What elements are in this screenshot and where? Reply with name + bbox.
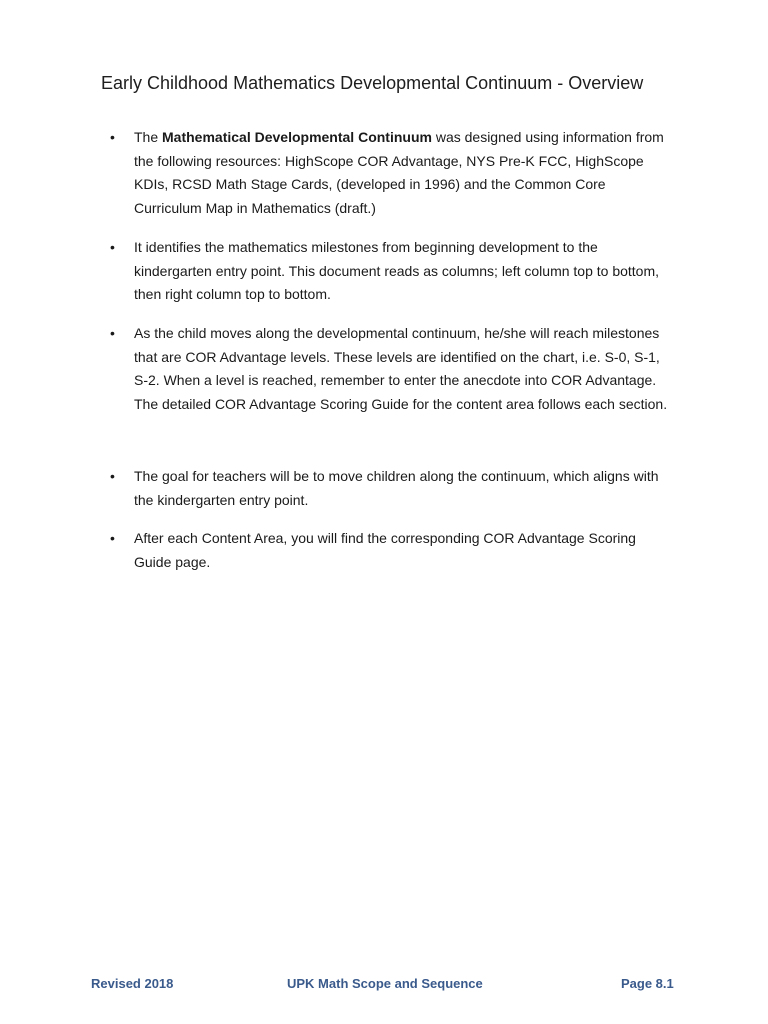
bullet-body: was designed using information from the following resources: HighScope COR Advantage, NYS Pre-K FCC, HighScope KDIs, RCSD Math Stage Cards, (developed in 1996) and the Common Core Curriculum Map in Mathematics (draft.) [134, 129, 664, 216]
bullet-item-milestones [110, 236, 670, 307]
bullet-item-resources [110, 126, 670, 220]
bullet-icon: • [110, 530, 115, 546]
bullet-prefix: The [134, 129, 163, 145]
footer-revised-date: Revised 2018 [91, 976, 174, 991]
bullet-icon: • [110, 129, 115, 145]
footer-page-number: Page 8.1 [621, 976, 674, 991]
bullet-text [134, 126, 670, 220]
bullet-icon: • [110, 325, 115, 341]
bullet-item-teacher-goal [110, 465, 670, 512]
bullet-text: The goal for teachers will be to move children along the continuum, which aligns with the kindergarten entry point. [134, 468, 659, 508]
bullet-bold-term: Mathematical Developmental Continuum [162, 129, 432, 145]
bullet-text: It identifies the mathematics milestones from beginning development to the kindergarten entry point. This document reads as columns; left column top to bottom, then right column top to bottom. [134, 239, 660, 303]
bullet-icon: • [110, 239, 115, 255]
page-title: Early Childhood Mathematics Developmental Continuum - Overview [101, 73, 644, 93]
bullet-icon: • [110, 468, 115, 484]
bullet-item-cor-levels [110, 322, 670, 416]
bullet-item-scoring-guide [110, 527, 670, 574]
bullet-text: After each Content Area, you will find the corresponding COR Advantage Scoring Guide page. [134, 530, 636, 570]
footer-document-name: UPK Math Scope and Sequence [287, 976, 483, 991]
bullet-text: As the child moves along the developmental continuum, he/she will reach milestones that are COR Advantage levels. These levels are identified on the chart, i.e. S-0, S-1, S-2. When a level is reached, remember to enter the anecdote into COR Advantage. The detailed COR Advantage Scoring Guide for the content area follows each section. [134, 325, 668, 412]
